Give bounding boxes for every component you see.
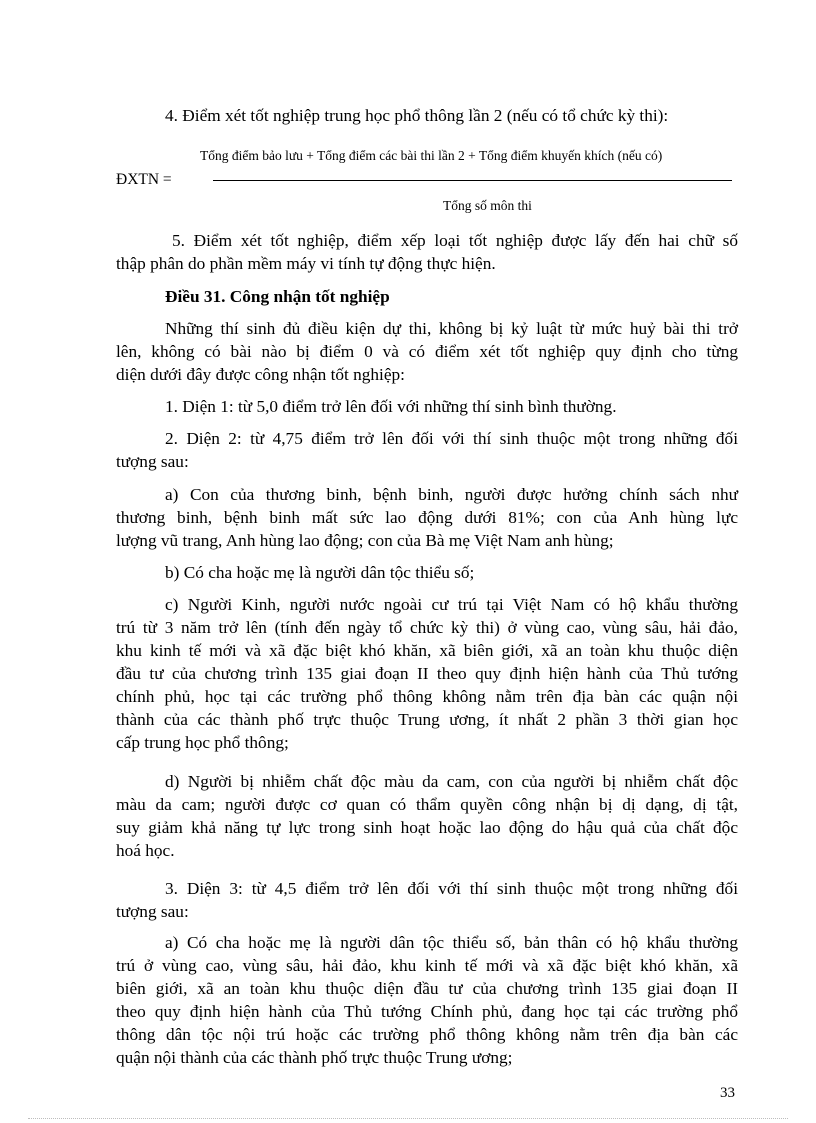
dien2-d-line-3: suy giảm khả năng tự lực trong sinh hoạt hoặc lao động do hậu quả của chất độc: [116, 818, 738, 837]
intro-line-3: diện dưới đây được công nhận tốt nghiệp:: [116, 365, 405, 384]
dien3-line-1: 3. Diện 3: từ 4,5 điểm trở lên đối với thí sinh thuộc một trong những đối: [165, 879, 738, 898]
dien2-a-line-1: a) Con của thương binh, bệnh binh, người được hưởng chính sách như: [165, 485, 738, 504]
dien3-a-line-6: quận nội thành của các thành phố trực thuộc Trung ương;: [116, 1048, 513, 1067]
dien2-c-line-4: đầu tư của chương trình 135 giai đoạn II theo quy định hiện hành của Thủ tướng: [116, 664, 738, 683]
dien2-d-line-1: d) Người bị nhiễm chất độc màu da cam, con của người bị nhiễm chất độc: [165, 772, 738, 791]
dien1-line: 1. Diện 1: từ 5,0 điểm trở lên đối với những thí sinh bình thường.: [165, 397, 617, 416]
dien3-line-2: tượng sau:: [116, 902, 189, 921]
dien2-c-line-5: chính phủ, học tại các trường phổ thông không nằm trên địa bàn các quận nội: [116, 687, 738, 706]
dien2-a-line-3: lượng vũ trang, Anh hùng lao động; con của Bà mẹ Việt Nam anh hùng;: [116, 531, 614, 550]
item5-line-2: thập phân do phần mềm máy vi tính tự động thực hiện.: [116, 254, 496, 273]
intro-line-2: lên, không có bài nào bị điểm 0 và có điểm xét tốt nghiệp quy định cho từng: [116, 342, 738, 361]
dien2-c-line-7: cấp trung học phổ thông;: [116, 733, 289, 752]
dien2-b-line: b) Có cha hoặc mẹ là người dân tộc thiểu số;: [165, 563, 475, 582]
dien2-d-line-2: màu da cam; người được cơ quan có thẩm quyền công nhận bị dị dạng, dị tật,: [116, 795, 738, 814]
intro-line-1: Những thí sinh đủ điều kiện dự thi, không bị kỷ luật từ mức huỷ bài thi trở: [165, 319, 738, 338]
dien2-c-line-2: trú từ 3 năm trở lên (tính đến ngày tổ chức kỳ thi) ở vùng cao, vùng sâu, hải đảo,: [116, 618, 738, 637]
page-bottom-divider: [28, 1118, 788, 1119]
item4-heading: 4. Điểm xét tốt nghiệp trung học phổ thông lần 2 (nếu có tổ chức kỳ thi):: [165, 106, 669, 125]
dien2-line-1: 2. Diện 2: từ 4,75 điểm trở lên đối với thí sinh thuộc một trong những đối: [165, 429, 738, 448]
dien3-a-line-4: theo quy định hiện hành của Thủ tướng Chính phủ, đang học tại các trường phổ: [116, 1002, 738, 1021]
formula-label: ĐXTN =: [116, 171, 172, 188]
formula-denominator: Tổng số môn thi: [443, 198, 532, 213]
dien2-a-line-2: thương binh, bệnh binh mất sức lao động dưới 81%; con của Anh hùng lực: [116, 508, 738, 527]
article-31-title: Điều 31. Công nhận tốt nghiệp: [165, 287, 390, 306]
item5-line-1: 5. Điểm xét tốt nghiệp, điểm xếp loại tốt nghiệp được lấy đến hai chữ số: [172, 231, 738, 250]
dien3-a-line-2: trú ở vùng cao, vùng sâu, hải đảo, khu kinh tế mới và xã đặc biệt khó khăn, xã: [116, 956, 738, 975]
dien3-a-line-5: thông dân tộc nội trú hoặc các trường phổ thông không nằm trên địa bàn các: [116, 1025, 738, 1044]
dien3-a-line-1: a) Có cha hoặc mẹ là người dân tộc thiểu số, bản thân có hộ khẩu thường: [165, 933, 738, 952]
page-number: 33: [720, 1085, 735, 1101]
dien2-d-line-4: hoá học.: [116, 841, 175, 860]
formula-numerator: Tổng điểm bảo lưu + Tổng điểm các bài thi lần 2 + Tổng điểm khuyến khích (nếu có): [200, 148, 663, 163]
dien2-c-line-3: khu kinh tế mới và xã đặc biệt khó khăn, xã biên giới, xã an toàn khu thuộc diện: [116, 641, 738, 660]
formula-fraction-bar: [213, 180, 732, 181]
dien2-line-2: tượng sau:: [116, 452, 189, 471]
dien2-c-line-6: thành của các thành phố trực thuộc Trung ương, ít nhất 2 phần 3 thời gian học: [116, 710, 738, 729]
dien3-a-line-3: biên giới, xã an toàn khu thuộc diện đầu tư của chương trình 135 giai đoạn II: [116, 979, 738, 998]
dien2-c-line-1: c) Người Kinh, người nước ngoài cư trú tại Việt Nam có hộ khẩu thường: [165, 595, 738, 614]
